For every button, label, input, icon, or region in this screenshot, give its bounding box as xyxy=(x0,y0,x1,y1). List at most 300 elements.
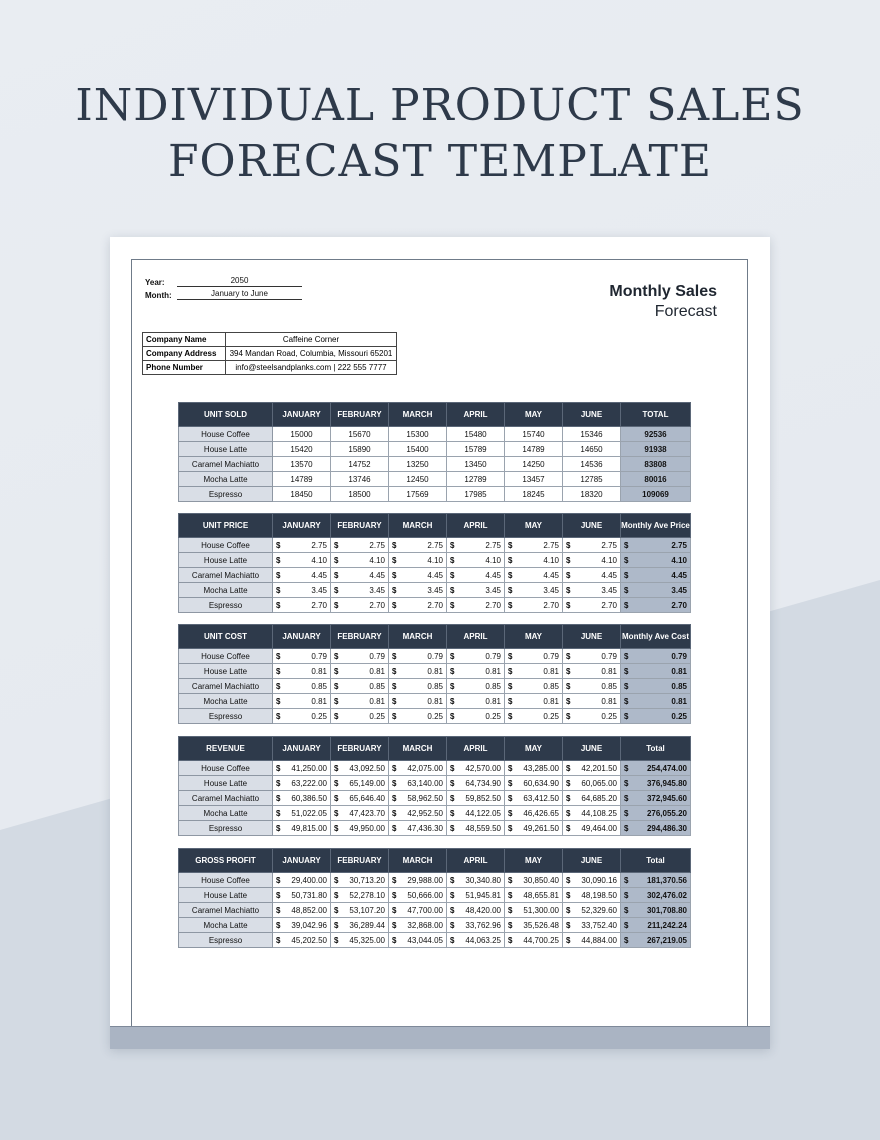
company-name-value[interactable]: Caffeine Corner xyxy=(226,333,397,347)
cell-value[interactable]: 18500 xyxy=(331,487,389,502)
cell-value[interactable] xyxy=(389,664,447,679)
dollar-sign: $ xyxy=(508,651,513,661)
month-row xyxy=(145,287,302,300)
cell-value[interactable] xyxy=(563,776,621,791)
amount: 0.81 xyxy=(369,696,385,706)
cell-total[interactable] xyxy=(621,888,691,903)
currency-value xyxy=(334,764,385,773)
currency-value xyxy=(508,712,559,721)
dollar-sign: $ xyxy=(508,763,513,773)
cell-value[interactable] xyxy=(273,568,331,583)
cell-value[interactable] xyxy=(331,694,389,709)
cell-value[interactable]: 18450 xyxy=(273,487,331,502)
currency-value xyxy=(508,601,559,610)
cell-value[interactable] xyxy=(447,709,505,724)
dollar-sign: $ xyxy=(392,600,397,610)
cell-value[interactable] xyxy=(389,903,447,918)
cell-value[interactable] xyxy=(273,761,331,776)
amount: 59,852.50 xyxy=(465,793,501,803)
cell-value[interactable] xyxy=(563,918,621,933)
cell-value[interactable]: 12789 xyxy=(447,472,505,487)
cell-value[interactable]: 14789 xyxy=(273,472,331,487)
cell-value[interactable] xyxy=(563,553,621,568)
currency-value xyxy=(508,541,559,550)
dollar-sign: $ xyxy=(276,793,281,803)
cell-value[interactable] xyxy=(563,903,621,918)
amount: 3.45 xyxy=(485,585,501,595)
cell-value[interactable] xyxy=(389,918,447,933)
cell-value[interactable] xyxy=(273,888,331,903)
cell-value[interactable] xyxy=(447,806,505,821)
column-header: Total xyxy=(621,737,691,761)
currency-value xyxy=(566,652,617,661)
cell-value[interactable]: 17985 xyxy=(447,487,505,502)
cell-value[interactable] xyxy=(331,709,389,724)
amount: 44,063.25 xyxy=(465,935,501,945)
dollar-sign: $ xyxy=(508,920,513,930)
row-label: Caramel Machiatto xyxy=(179,568,273,583)
currency-value xyxy=(624,682,687,691)
cell-value[interactable] xyxy=(505,679,563,694)
dollar-sign: $ xyxy=(450,823,455,833)
cell-value[interactable] xyxy=(563,694,621,709)
cell-value[interactable] xyxy=(331,761,389,776)
cell-value[interactable] xyxy=(273,709,331,724)
currency-value xyxy=(566,682,617,691)
cell-value[interactable] xyxy=(273,776,331,791)
amount: 44,122.05 xyxy=(465,808,501,818)
amount: 2.75 xyxy=(601,540,617,550)
cell-value[interactable]: 14789 xyxy=(505,442,563,457)
cell-value[interactable] xyxy=(331,553,389,568)
cell-value[interactable]: 18320 xyxy=(563,487,621,502)
cell-value[interactable] xyxy=(389,933,447,948)
row-label: House Coffee xyxy=(179,649,273,664)
cell-value[interactable] xyxy=(331,791,389,806)
cell-value[interactable] xyxy=(447,918,505,933)
dollar-sign: $ xyxy=(334,585,339,595)
cell-total[interactable] xyxy=(621,553,691,568)
amount: 60,386.50 xyxy=(291,793,327,803)
cell-value[interactable] xyxy=(447,649,505,664)
currency-value xyxy=(276,697,327,706)
cell-value[interactable] xyxy=(563,791,621,806)
cell-total[interactable] xyxy=(621,649,691,664)
cell-value[interactable] xyxy=(331,776,389,791)
table-header-row xyxy=(179,849,691,873)
cell-value[interactable] xyxy=(331,821,389,836)
column-header: TOTAL xyxy=(621,403,691,427)
cell-value[interactable] xyxy=(563,933,621,948)
currency-value xyxy=(450,876,501,885)
cell-value[interactable] xyxy=(389,679,447,694)
cell-value[interactable] xyxy=(505,761,563,776)
cell-value[interactable] xyxy=(505,933,563,948)
cell-value[interactable] xyxy=(563,568,621,583)
cell-value[interactable]: 15420 xyxy=(273,442,331,457)
amount: 4.45 xyxy=(369,570,385,580)
cell-value[interactable] xyxy=(273,664,331,679)
dollar-sign: $ xyxy=(566,570,571,580)
cell-value[interactable] xyxy=(331,568,389,583)
cell-value[interactable] xyxy=(563,664,621,679)
cell-value[interactable] xyxy=(389,761,447,776)
cell-value[interactable] xyxy=(505,791,563,806)
cell-value[interactable] xyxy=(389,888,447,903)
amount: 0.79 xyxy=(311,651,327,661)
column-header: Total xyxy=(621,849,691,873)
cell-value[interactable] xyxy=(505,776,563,791)
cell-value[interactable] xyxy=(389,821,447,836)
column-header: MARCH xyxy=(389,514,447,538)
cell-value[interactable] xyxy=(331,583,389,598)
cell-value[interactable]: 14752 xyxy=(331,457,389,472)
cell-value[interactable] xyxy=(447,761,505,776)
cell-total[interactable]: 80016 xyxy=(621,472,691,487)
cell-total[interactable] xyxy=(621,538,691,553)
month-value[interactable]: January to June xyxy=(177,289,302,300)
cell-total[interactable] xyxy=(621,761,691,776)
table-row xyxy=(179,761,691,776)
cell-value[interactable] xyxy=(273,649,331,664)
cell-value[interactable] xyxy=(389,598,447,613)
amount: 0.81 xyxy=(485,666,501,676)
currency-value xyxy=(566,779,617,788)
cell-value[interactable] xyxy=(331,649,389,664)
cell-total[interactable] xyxy=(621,791,691,806)
cell-value[interactable] xyxy=(389,583,447,598)
dollar-sign: $ xyxy=(334,935,339,945)
dollar-sign: $ xyxy=(508,890,513,900)
table-row xyxy=(179,649,691,664)
cell-value[interactable] xyxy=(447,903,505,918)
currency-value xyxy=(624,667,687,676)
currency-value xyxy=(334,541,385,550)
cell-value[interactable]: 15789 xyxy=(447,442,505,457)
column-header: FEBRUARY xyxy=(331,514,389,538)
cell-value[interactable] xyxy=(505,649,563,664)
cell-value[interactable] xyxy=(505,918,563,933)
dollar-sign: $ xyxy=(334,920,339,930)
cell-value[interactable]: 15000 xyxy=(273,427,331,442)
cell-value[interactable] xyxy=(273,553,331,568)
cell-value[interactable] xyxy=(447,538,505,553)
cell-value[interactable] xyxy=(273,933,331,948)
cell-value[interactable] xyxy=(389,709,447,724)
cell-value[interactable] xyxy=(273,679,331,694)
dollar-sign: $ xyxy=(508,808,513,818)
cell-value[interactable]: 12785 xyxy=(563,472,621,487)
table-row xyxy=(179,694,691,709)
column-header: FEBRUARY xyxy=(331,403,389,427)
year-value[interactable]: 2050 xyxy=(177,276,302,287)
dollar-sign: $ xyxy=(624,651,629,661)
cell-value[interactable] xyxy=(447,679,505,694)
cell-total[interactable] xyxy=(621,664,691,679)
cell-value[interactable] xyxy=(447,821,505,836)
amount: 0.81 xyxy=(543,696,559,706)
cell-value[interactable] xyxy=(505,821,563,836)
row-label: Caramel Machiatto xyxy=(179,457,273,472)
dollar-sign: $ xyxy=(392,585,397,595)
cell-total[interactable] xyxy=(621,679,691,694)
cell-value[interactable] xyxy=(273,873,331,888)
cell-value[interactable] xyxy=(505,553,563,568)
month-label: Month: xyxy=(145,291,172,300)
cell-value[interactable]: 14536 xyxy=(563,457,621,472)
cell-value[interactable] xyxy=(505,888,563,903)
cell-value[interactable]: 13250 xyxy=(389,457,447,472)
cell-value[interactable] xyxy=(331,664,389,679)
cell-value[interactable]: 18245 xyxy=(505,487,563,502)
cell-value[interactable] xyxy=(505,806,563,821)
column-header: Monthly Ave Price xyxy=(621,514,691,538)
cell-total[interactable]: 92536 xyxy=(621,427,691,442)
company-info-table xyxy=(142,332,397,375)
amount: 3.45 xyxy=(427,585,443,595)
cell-value[interactable] xyxy=(447,583,505,598)
dollar-sign: $ xyxy=(334,793,339,803)
cell-value[interactable]: 14650 xyxy=(563,442,621,457)
cell-value[interactable]: 15346 xyxy=(563,427,621,442)
dollar-sign: $ xyxy=(334,696,339,706)
currency-value xyxy=(566,712,617,721)
cell-value[interactable] xyxy=(505,709,563,724)
currency-value xyxy=(392,936,443,945)
currency-value xyxy=(276,652,327,661)
cell-value[interactable] xyxy=(273,538,331,553)
dollar-sign: $ xyxy=(508,585,513,595)
cell-value[interactable]: 13450 xyxy=(447,457,505,472)
cell-value[interactable] xyxy=(447,664,505,679)
currency-value xyxy=(450,697,501,706)
cell-value[interactable] xyxy=(447,873,505,888)
cell-total[interactable] xyxy=(621,933,691,948)
company-address-value[interactable]: 394 Mandan Road, Columbia, Missouri 65201 xyxy=(226,347,397,361)
cell-value[interactable] xyxy=(389,553,447,568)
table-row xyxy=(179,888,691,903)
cell-value[interactable] xyxy=(389,791,447,806)
cell-value[interactable] xyxy=(505,873,563,888)
cell-value[interactable] xyxy=(563,649,621,664)
cell-value[interactable] xyxy=(389,806,447,821)
amount: 39,042.96 xyxy=(291,920,327,930)
cell-value[interactable] xyxy=(273,583,331,598)
cell-value[interactable] xyxy=(447,553,505,568)
amount: 4.45 xyxy=(543,570,559,580)
cell-total[interactable] xyxy=(621,568,691,583)
cell-value[interactable] xyxy=(563,679,621,694)
table-title: UNIT SOLD xyxy=(179,403,273,427)
cell-value[interactable] xyxy=(389,776,447,791)
cell-value[interactable]: 15400 xyxy=(389,442,447,457)
company-phone-value[interactable]: info@steelsandplanks.com | 222 555 7777 xyxy=(226,361,397,375)
cell-total[interactable] xyxy=(621,873,691,888)
amount: 4.45 xyxy=(485,570,501,580)
table-row xyxy=(179,472,691,487)
cell-value[interactable] xyxy=(331,806,389,821)
cell-value[interactable]: 15890 xyxy=(331,442,389,457)
cell-value[interactable]: 13457 xyxy=(505,472,563,487)
cell-value[interactable] xyxy=(563,598,621,613)
amount: 301,708.80 xyxy=(646,905,687,915)
dollar-sign: $ xyxy=(450,793,455,803)
currency-value xyxy=(392,764,443,773)
dollar-sign: $ xyxy=(624,696,629,706)
cell-total[interactable]: 91938 xyxy=(621,442,691,457)
currency-value xyxy=(450,809,501,818)
cell-value[interactable] xyxy=(505,694,563,709)
cell-value[interactable]: 12450 xyxy=(389,472,447,487)
dollar-sign: $ xyxy=(276,651,281,661)
cell-total[interactable]: 109069 xyxy=(621,487,691,502)
currency-value xyxy=(508,891,559,900)
row-label: House Coffee xyxy=(179,427,273,442)
cell-total[interactable] xyxy=(621,776,691,791)
cell-value[interactable] xyxy=(331,873,389,888)
cell-value[interactable] xyxy=(273,903,331,918)
cell-value[interactable] xyxy=(331,918,389,933)
dollar-sign: $ xyxy=(334,681,339,691)
amount: 0.79 xyxy=(601,651,617,661)
cell-value[interactable] xyxy=(563,538,621,553)
cell-value[interactable] xyxy=(273,918,331,933)
currency-value xyxy=(392,921,443,930)
cell-value[interactable] xyxy=(389,538,447,553)
row-label: Espresso xyxy=(179,709,273,724)
table-row xyxy=(179,791,691,806)
sheet-heading xyxy=(609,282,717,322)
cell-value[interactable] xyxy=(563,761,621,776)
row-label: Caramel Machiatto xyxy=(179,791,273,806)
cell-value[interactable] xyxy=(505,903,563,918)
cell-value[interactable] xyxy=(389,873,447,888)
cell-total[interactable] xyxy=(621,598,691,613)
cell-value[interactable] xyxy=(331,598,389,613)
cell-value[interactable] xyxy=(331,679,389,694)
amount: 4.10 xyxy=(543,555,559,565)
cell-value[interactable]: 13570 xyxy=(273,457,331,472)
cell-total[interactable] xyxy=(621,918,691,933)
cell-total[interactable] xyxy=(621,583,691,598)
cell-value[interactable] xyxy=(331,888,389,903)
cell-value[interactable] xyxy=(447,694,505,709)
amount: 0.85 xyxy=(601,681,617,691)
dollar-sign: $ xyxy=(566,763,571,773)
amount: 3.45 xyxy=(601,585,617,595)
currency-value xyxy=(276,779,327,788)
row-label: House Latte xyxy=(179,776,273,791)
cell-value[interactable]: 15740 xyxy=(505,427,563,442)
cell-value[interactable] xyxy=(563,821,621,836)
dollar-sign: $ xyxy=(566,696,571,706)
cell-total[interactable] xyxy=(621,806,691,821)
cell-value[interactable] xyxy=(273,821,331,836)
table-row xyxy=(179,776,691,791)
currency-value xyxy=(334,794,385,803)
cell-value[interactable] xyxy=(447,568,505,583)
cell-total[interactable] xyxy=(621,709,691,724)
cell-value[interactable] xyxy=(447,933,505,948)
cell-value[interactable] xyxy=(505,664,563,679)
cell-value[interactable]: 15480 xyxy=(447,427,505,442)
cell-total[interactable] xyxy=(621,903,691,918)
cell-value[interactable] xyxy=(563,873,621,888)
cell-value[interactable] xyxy=(389,649,447,664)
amount: 49,464.00 xyxy=(581,823,617,833)
cell-value[interactable] xyxy=(505,583,563,598)
cell-value[interactable] xyxy=(563,709,621,724)
cell-value[interactable] xyxy=(331,903,389,918)
currency-value xyxy=(392,794,443,803)
dollar-sign: $ xyxy=(392,808,397,818)
cell-value[interactable] xyxy=(273,694,331,709)
cell-value[interactable] xyxy=(447,888,505,903)
cell-value[interactable] xyxy=(563,583,621,598)
cell-value[interactable] xyxy=(389,568,447,583)
cell-value[interactable] xyxy=(563,888,621,903)
cell-value[interactable] xyxy=(273,598,331,613)
cell-total[interactable] xyxy=(621,694,691,709)
cell-total[interactable]: 83808 xyxy=(621,457,691,472)
currency-value xyxy=(508,652,559,661)
amount: 0.85 xyxy=(311,681,327,691)
amount: 30,713.20 xyxy=(349,875,385,885)
cell-value[interactable] xyxy=(505,568,563,583)
currency-value xyxy=(276,556,327,565)
currency-value xyxy=(566,541,617,550)
cell-value[interactable] xyxy=(331,538,389,553)
cell-value[interactable] xyxy=(505,538,563,553)
dollar-sign: $ xyxy=(276,570,281,580)
cell-value[interactable] xyxy=(505,598,563,613)
cell-value[interactable]: 15670 xyxy=(331,427,389,442)
year-label: Year: xyxy=(145,278,165,287)
cell-value[interactable] xyxy=(447,776,505,791)
amount: 64,685.20 xyxy=(581,793,617,803)
cell-value[interactable] xyxy=(447,791,505,806)
dollar-sign: $ xyxy=(334,905,339,915)
cell-value[interactable] xyxy=(389,694,447,709)
cell-value[interactable]: 14250 xyxy=(505,457,563,472)
table-revenue xyxy=(178,736,691,836)
cell-value[interactable] xyxy=(273,806,331,821)
cell-value[interactable] xyxy=(273,791,331,806)
amount: 4.10 xyxy=(601,555,617,565)
amount: 0.25 xyxy=(369,711,385,721)
currency-value xyxy=(566,601,617,610)
cell-value[interactable] xyxy=(563,806,621,821)
cell-value[interactable]: 17569 xyxy=(389,487,447,502)
row-label: Espresso xyxy=(179,598,273,613)
cell-total[interactable] xyxy=(621,821,691,836)
dollar-sign: $ xyxy=(450,585,455,595)
cell-value[interactable]: 13746 xyxy=(331,472,389,487)
amount: 372,945.60 xyxy=(646,793,687,803)
currency-value xyxy=(624,712,687,721)
currency-value xyxy=(450,667,501,676)
table-row xyxy=(179,583,691,598)
cell-value[interactable]: 15300 xyxy=(389,427,447,442)
currency-value xyxy=(624,794,687,803)
cell-value[interactable] xyxy=(447,598,505,613)
table-row xyxy=(179,821,691,836)
currency-value xyxy=(566,571,617,580)
amount: 2.70 xyxy=(369,600,385,610)
cell-value[interactable] xyxy=(331,933,389,948)
amount: 60,065.00 xyxy=(581,778,617,788)
currency-value xyxy=(566,936,617,945)
